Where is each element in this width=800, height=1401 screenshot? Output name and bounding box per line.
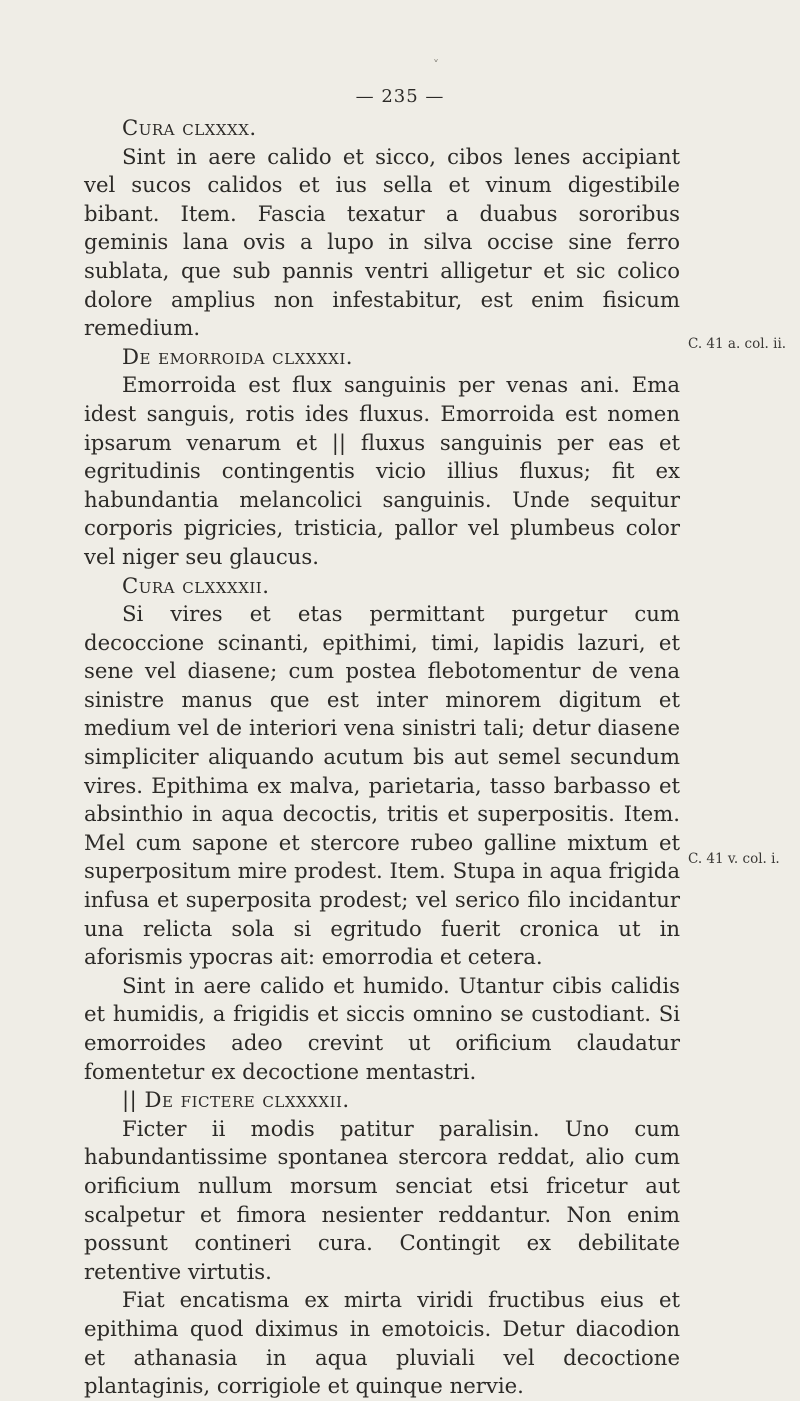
section-heading-cura-clxxxx: Cura clxxxx. xyxy=(122,115,257,140)
paragraph-de-fictere-1: Ficter ii modis patitur paralisin. Uno cum habundantissime spontanea stercora reddat, alio cum orificium nullum morsum senciat etsi fricetur aut scalpetur et fimora nesienter reddantur. Non enim possunt contineri cura. Contingit ex debilitate retentive virtutis. xyxy=(84,1115,680,1284)
section-heading-de-fictere: || De fictere clxxxxii. xyxy=(122,1087,350,1113)
main-text xyxy=(84,114,680,1401)
paragraph-cura-clxxxxii-2: Sint in aere calido et humido. Utantur cibis calidis et humidis, a frigidis et siccis omnino se custodiant. Si emorroides adeo crevint ut orificium claudatur fomentetur ex decoctione mentastri. xyxy=(84,972,680,1084)
scan-speck-mark: ˅ xyxy=(433,58,439,72)
paragraph-de-emorroida: Emorroida est flux sanguinis per venas ani. Ema idest sanguis, rotis ides fluxus. Emorroida est nomen ipsarum venarum et || fluxus sanguinis per eas et egritudinis contingentis vicio illius fluxus; fit ex habundantia melancolici sanguinis. Unde sequitur corporis pigricies, tristicia, pallor vel plumbeus color vel niger seu glaucus. xyxy=(84,372,680,569)
section-heading-de-emorroida: De emorroida clxxxxi. xyxy=(122,343,353,369)
page-number: — 235 — xyxy=(355,86,445,107)
paragraph-cura-clxxxx: Sint in aere calido et sicco, cibos lenes accipiant vel sucos calidos et ius sella et vinum digestibile bibant. Item. Fascia texatur a duabus sororibus geminis lana ovis a lupo in silva occise sine ferro sublata, que sub pannis ventri alligetur et sic colico dolore amplius non infestabitur, est enim fisicum remedium. xyxy=(84,143,680,341)
paragraph-cura-clxxxxii-1: Si vires et etas permittant purgetur cum decoccione scinanti, epithimi, timi, lapidis lazuri, et sene vel diasene; cum postea flebotomentur de vena sinistre manus que est inter minorem digitum et medium vel de interiori vena sinistri tali; detur diasene simpliciter aliquando acutum bis aut semel secundum vires. Epithima ex malva, parietaria, tasso barbasso et absinthio in aqua decoctis, tritis et superpositis. Item. Mel cum sapone et stercore rubeo galline mixtum et superpositum mire prodest. Item. Stupa in aqua frigida infusa et superposita prodest; vel serico filo incidantur una relicta sola si egritudo fuerit cronica ut in aforismis ypocras ait: emorrodia et cetera. xyxy=(84,601,680,970)
section-heading-cura-clxxxxii: Cura clxxxxii. xyxy=(122,572,270,598)
marginal-note-folio-41a: C. 41 a. col. ii. xyxy=(688,336,787,352)
marginal-note-folio-41v: C. 41 v. col. i. xyxy=(688,851,780,867)
paragraph-de-fictere-2: Fiat encatisma ex mirta viridi fructibus eius et epithima quod diximus in emotoicis. Detur diacodion et athanasia in aqua pluviali vel decoctione plantaginis, corrigiole et quinque nervie. xyxy=(84,1287,680,1399)
